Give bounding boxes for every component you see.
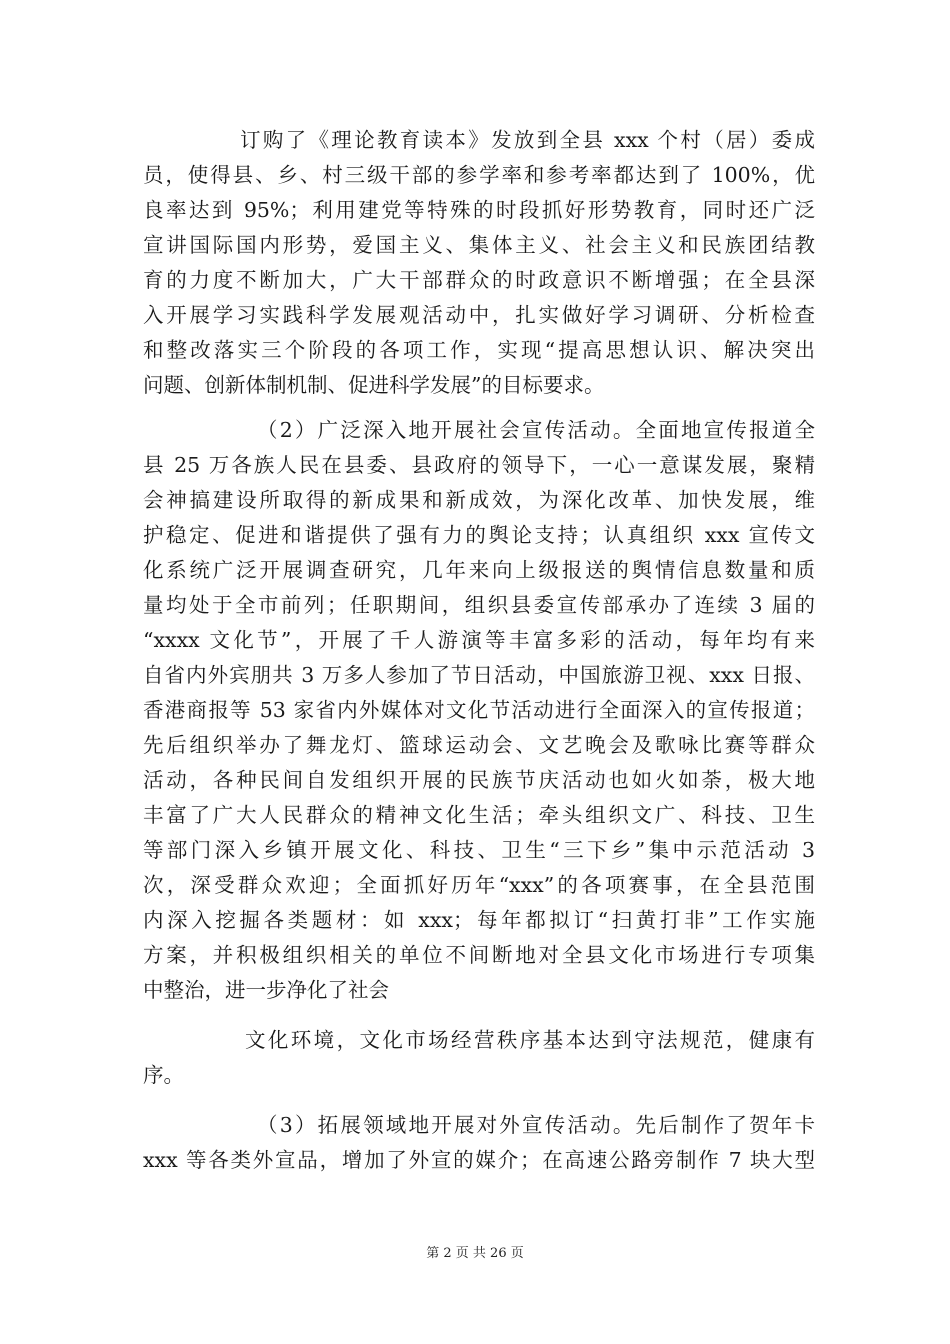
- text-line: 和整改落实三个阶段的各项工作，实现“提高思想认识、解决突出: [143, 338, 815, 362]
- text-line: 内深入挖掘各类题材：如 xxx；每年都拟订“扫黄打非”工作实施: [143, 908, 815, 932]
- text-line: 育的力度不断加大，广大干部群众的时政意识不断增强；在全县深: [143, 268, 815, 292]
- text-line: 丰富了广大人民群众的精神文化生活；牵头组织文广、科技、卫生: [143, 803, 815, 827]
- text-line: 订购了《理论教育读本》发放到全县 xxx 个村（居）委成: [240, 128, 815, 152]
- text-line: 县 25 万各族人民在县委、县政府的领导下，一心一意谋发展，聚精: [143, 453, 815, 477]
- text-line: 等部门深入乡镇开展文化、科技、卫生“三下乡”集中示范活动 3: [143, 838, 815, 862]
- text-line: 自省内外宾朋共 3 万多人参加了节日活动，中国旅游卫视、xxx 日报、: [143, 663, 815, 687]
- text-line: 先后组织举办了舞龙灯、篮球运动会、文艺晚会及歌咏比赛等群众: [143, 733, 815, 757]
- text-line: 会神搞建设所取得的新成果和新成效，为深化改革、加快发展，维: [143, 488, 815, 512]
- text-line: 中整治，进一步净化了社会: [143, 978, 389, 1002]
- text-line: 量均处于全市前列；任职期间，组织县委宣传部承办了连续 3 届的: [143, 593, 815, 617]
- text-line: 香港商报等 53 家省内外媒体对文化节活动进行全面深入的宣传报道；: [143, 698, 815, 722]
- text-line: xxx 等各类外宣品，增加了外宣的媒介；在高速公路旁制作 7 块大型: [143, 1148, 815, 1172]
- text-line: 护稳定、促进和谐提供了强有力的舆论支持；认真组织 xxx 宣传文: [143, 523, 815, 547]
- text-line: 文化环境，文化市场经营秩序基本达到守法规范，健康有: [245, 1028, 815, 1052]
- text-line: 员，使得县、乡、村三级干部的参学率和参考率都达到了 100%，优: [143, 163, 815, 187]
- text-line: 宣讲国际国内形势，爱国主义、集体主义、社会主义和民族团结教: [143, 233, 815, 257]
- text-line: 入开展学习实践科学发展观活动中，扎实做好学习调研、分析检查: [143, 303, 815, 327]
- text-line: 方案，并积极组织相关的单位不间断地对全县文化市场进行专项集: [143, 943, 815, 967]
- text-line: 化系统广泛开展调查研究，几年来向上级报送的舆情信息数量和质: [143, 558, 815, 582]
- page-number-footer: 第 2 页 共 26 页: [426, 1246, 524, 1261]
- text-line: 活动，各种民间自发组织开展的民族节庆活动也如火如荼，极大地: [143, 768, 815, 792]
- text-line: 问题、创新体制机制、促进科学发展”的目标要求。: [143, 373, 605, 397]
- text-line: 次，深受群众欢迎；全面抓好历年“xxx”的各项赛事，在全县范围: [143, 873, 815, 897]
- text-line: 良率达到 95%；利用建党等特殊的时段抓好形势教育，同时还广泛: [143, 198, 815, 222]
- text-line: 序。: [143, 1063, 184, 1087]
- text-line: （2）广泛深入地开展社会宣传活动。全面地宣传报道全: [257, 418, 815, 442]
- text-line: （3）拓展领域地开展对外宣传活动。先后制作了贺年卡: [257, 1113, 815, 1137]
- text-line: “xxxx 文化节”，开展了千人游演等丰富多彩的活动，每年均有来: [143, 628, 815, 652]
